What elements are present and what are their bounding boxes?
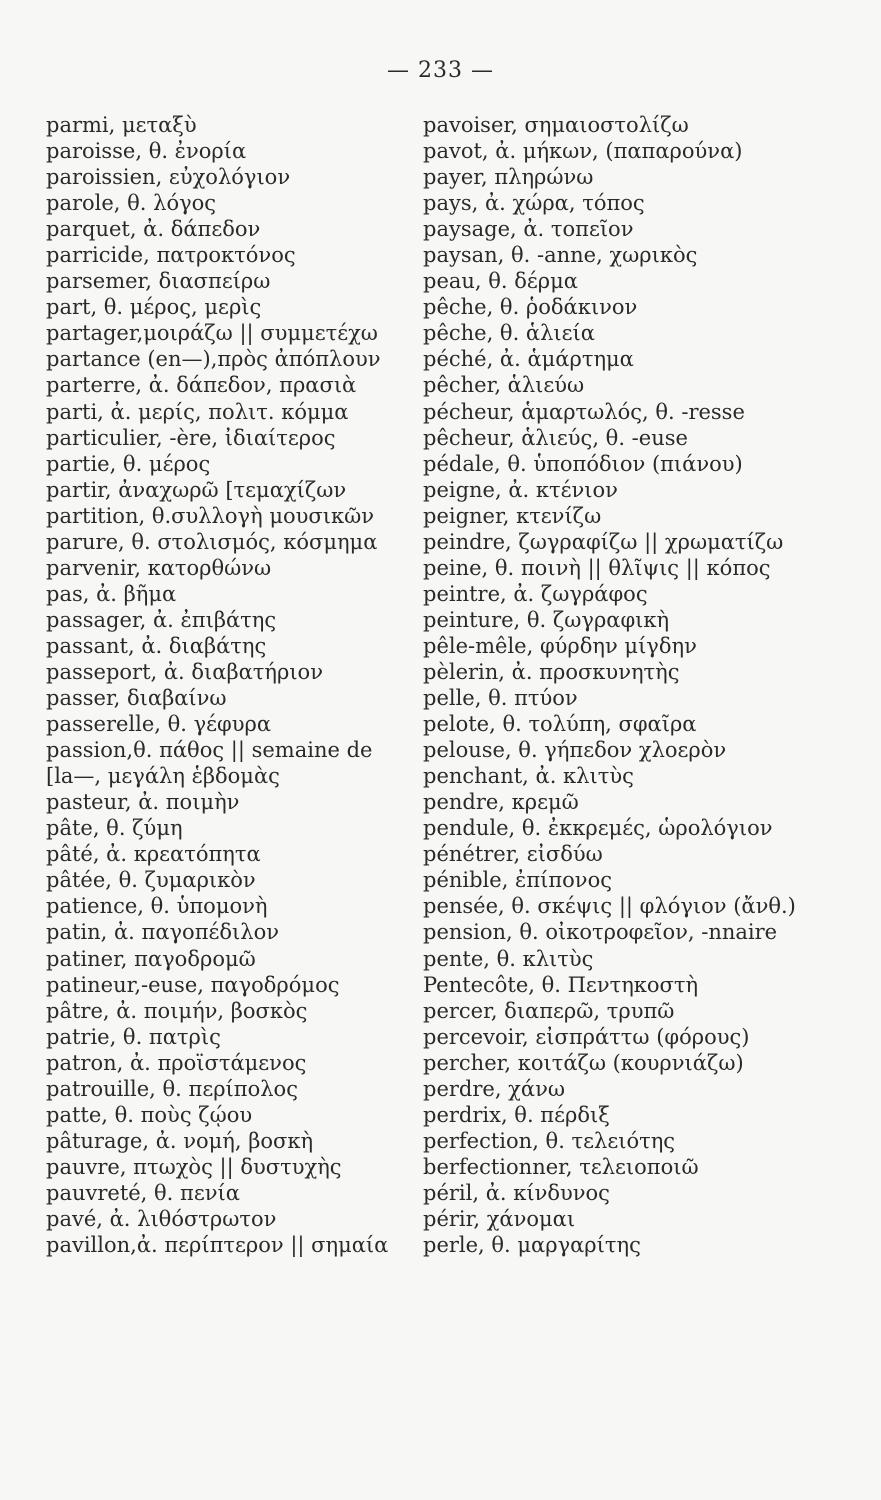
dictionary-entry: pavillon,ἀ. περίπτερον || σημαία — [46, 1233, 389, 1258]
dictionary-entry: péché, ἀ. ἁμάρτημα — [423, 347, 634, 372]
dictionary-entry: partie, θ. μέρος — [46, 451, 211, 476]
dictionary-entry: pelle, θ. πτύον — [423, 686, 578, 711]
dictionary-entry: paroisse, θ. ἐνορία — [46, 139, 247, 164]
dictionary-entry: pendre, κρεμῶ — [423, 790, 579, 815]
dictionary-entry: patrie, θ. πατρὶς — [46, 1024, 221, 1049]
dictionary-entry: pâte, θ. ζύμη — [46, 816, 183, 841]
right-column — [423, 112, 863, 1258]
dictionary-entry: patin, ἀ. παγοπέδιλον — [46, 920, 279, 945]
dictionary-entry: passion,θ. πάθος || semaine de — [46, 738, 373, 763]
dictionary-entry: [la—, μεγάλη ἑβδομὰς — [46, 764, 280, 789]
dictionary-entry: pénible, ἐπίπονος — [423, 868, 612, 893]
dictionary-entry: peine, θ. ποινὴ || θλῖψις || κόπος — [423, 555, 771, 580]
dictionary-entry: pente, θ. κλιτὺς — [423, 946, 594, 971]
dictionary-entry: parsemer, διασπείρω — [46, 269, 271, 294]
dictionary-entry: peintre, ἀ. ζωγράφος — [423, 581, 648, 606]
dictionary-entry: perdre, χάνω — [423, 1076, 565, 1101]
dictionary-entry: passeport, ἀ. διαβατήριον — [46, 659, 323, 684]
dictionary-entry: pêcher, ἁλιεύω — [423, 373, 585, 398]
dictionary-entry: pension, θ. οἰκοτροφεῖον, -nnaire — [423, 920, 778, 945]
dictionary-entry: patience, θ. ὑπομονὴ — [46, 894, 268, 919]
dictionary-entry: percher, κοιτάζω (κουρνιάζω) — [423, 1050, 744, 1075]
dictionary-entry: pelote, θ. τολύπη, σφαῖρα — [423, 712, 697, 737]
dictionary-entry: pauvreté, θ. πενία — [46, 1180, 240, 1205]
dictionary-entry: péril, ἀ. κίνδυνος — [423, 1180, 610, 1205]
dictionary-entry: perfection, θ. τελειότης — [423, 1128, 676, 1153]
dictionary-entry: passer, διαβαίνω — [46, 686, 227, 711]
dictionary-entry: parquet, ἀ. δάπεδον — [46, 217, 261, 242]
dictionary-entry: peigne, ἀ. κτένιον — [423, 477, 618, 502]
dictionary-entry: patrouille, θ. περίπολος — [46, 1076, 298, 1101]
dictionary-entry: pénétrer, εἰσδύω — [423, 842, 603, 867]
dictionary-entry: pendule, θ. ἐκκρεμές, ὡρολόγιον — [423, 816, 773, 841]
dictionary-entry: partager,μοιράζω || συμμετέχω — [46, 321, 378, 346]
dictionary-entry: pédale, θ. ὑποπόδιον (πιάνου) — [423, 451, 743, 476]
dictionary-entry: patron, ἀ. προϊστάμενος — [46, 1050, 307, 1075]
dictionary-entry: patineur,-euse, παγοδρόμος — [46, 972, 340, 997]
dictionary-entry: payer, πληρώνω — [423, 165, 594, 190]
dictionary-entry: parti, ἀ. μερίς, πολιτ. κόμμα — [46, 399, 349, 424]
dictionary-entry: passerelle, θ. γέφυρα — [46, 712, 272, 737]
dictionary-entry: partition, θ.συλλογὴ μουσικῶν — [46, 503, 374, 528]
dictionary-entry: penchant, ἀ. κλιτὺς — [423, 764, 634, 789]
dictionary-entry: passant, ἀ. διαβάτης — [46, 633, 267, 658]
dictionary-entry: pavé, ἀ. λιθόστρωτον — [46, 1206, 277, 1231]
dictionary-entry: périr, χάνομαι — [423, 1206, 576, 1231]
dictionary-entry: pensée, θ. σκέψις || φλόγιον (ἄνθ.) — [423, 894, 796, 919]
dictionary-entry: pêcheur, ἁλιεύς, θ. -euse — [423, 425, 688, 450]
dictionary-entry: pâté, ἀ. κρεατόπητα — [46, 842, 261, 867]
dictionary-entry: paroissien, εὐχολόγιον — [46, 165, 291, 190]
dictionary-entry: pêche, θ. ἁλιεία — [423, 321, 595, 346]
dictionary-entry: part, θ. μέρος, μερὶς — [46, 295, 262, 320]
dictionary-entry: pelouse, θ. γήπεδον χλοερὸν — [423, 738, 727, 763]
dictionary-entry: pâtre, ἀ. ποιμήν, βοσκὸς — [46, 998, 308, 1023]
dictionary-entry: pavoiser, σημαιοστολίζω — [423, 113, 689, 137]
dictionary-entry: peigner, κτενίζω — [423, 503, 602, 528]
dictionary-entry: patte, θ. ποὺς ζῴου — [46, 1102, 253, 1127]
left-column — [46, 112, 416, 1258]
dictionary-entry: parmi, μεταξὺ — [46, 113, 197, 137]
dictionary-entry: pêche, θ. ῥοδάκινον — [423, 295, 638, 320]
dictionary-entry: paysan, θ. -anne, χωρικὸς — [423, 243, 698, 268]
dictionary-entry: partance (en—),πρὸς ἀπόπλουν — [46, 347, 381, 372]
dictionary-entry: passager, ἀ. ἐπιβάτης — [46, 607, 277, 632]
dictionary-entry: pasteur, ἀ. ποιμὴν — [46, 790, 240, 815]
dictionary-entry: pâturage, ἀ. νομή, βοσκὴ — [46, 1128, 314, 1153]
dictionary-entry: partir, ἀναχωρῶ [τεμαχίζων — [46, 477, 347, 502]
dictionary-entry: pâtée, θ. ζυμαρικὸν — [46, 868, 256, 893]
dictionary-entry: parole, θ. λόγος — [46, 191, 217, 216]
dictionary-entry: pas, ἀ. βῆμα — [46, 581, 177, 606]
dictionary-entry: percevoir, εἰσπράττω (φόρους) — [423, 1024, 750, 1049]
dictionary-entry: peindre, ζωγραφίζω || χρωματίζω — [423, 529, 784, 554]
dictionary-entry: berfectionner, τελειοποιῶ — [423, 1154, 699, 1179]
page-number: — 233 — — [387, 58, 494, 83]
dictionary-entry: perdrix, θ. πέρδιξ — [423, 1102, 610, 1127]
dictionary-entry: pèlerin, ἀ. προσκυνητὴς — [423, 659, 680, 684]
dictionary-entry: parricide, πατροκτόνος — [46, 243, 296, 268]
dictionary-entry: patiner, παγοδρομῶ — [46, 946, 256, 971]
dictionary-entry: Pentecôte, θ. Πεντηκοστὴ — [423, 972, 699, 997]
dictionary-entry: pêle-mêle, φύρδην μίγδην — [423, 633, 697, 658]
dictionary-entry: pays, ἀ. χώρα, τόπος — [423, 191, 645, 216]
dictionary-entry: perle, θ. μαργαρίτης — [423, 1233, 641, 1258]
dictionary-entry: percer, διαπερῶ, τρυπῶ — [423, 998, 675, 1023]
dictionary-entry: paysage, ἀ. τοπεῖον — [423, 217, 634, 242]
dictionary-entry: peinture, θ. ζωγραφικὴ — [423, 607, 670, 632]
dictionary-entry: pécheur, ἁμαρτωλός, θ. -resse — [423, 399, 745, 424]
dictionary-entry: pauvre, πτωχὸς || δυστυχὴς — [46, 1154, 342, 1179]
dictionary-entry: peau, θ. δέρμα — [423, 269, 578, 294]
dictionary-entry: parure, θ. στολισμός, κόσμημα — [46, 529, 378, 554]
dictionary-entry: parvenir, κατορθώνω — [46, 555, 272, 580]
dictionary-entry: pavot, ἀ. μήκων, (παπαρούνα) — [423, 139, 743, 164]
dictionary-entry: particulier, -ère, ἰδιαίτερος — [46, 425, 336, 450]
dictionary-entry: parterre, ἀ. δάπεδον, πρασιὰ — [46, 373, 357, 398]
